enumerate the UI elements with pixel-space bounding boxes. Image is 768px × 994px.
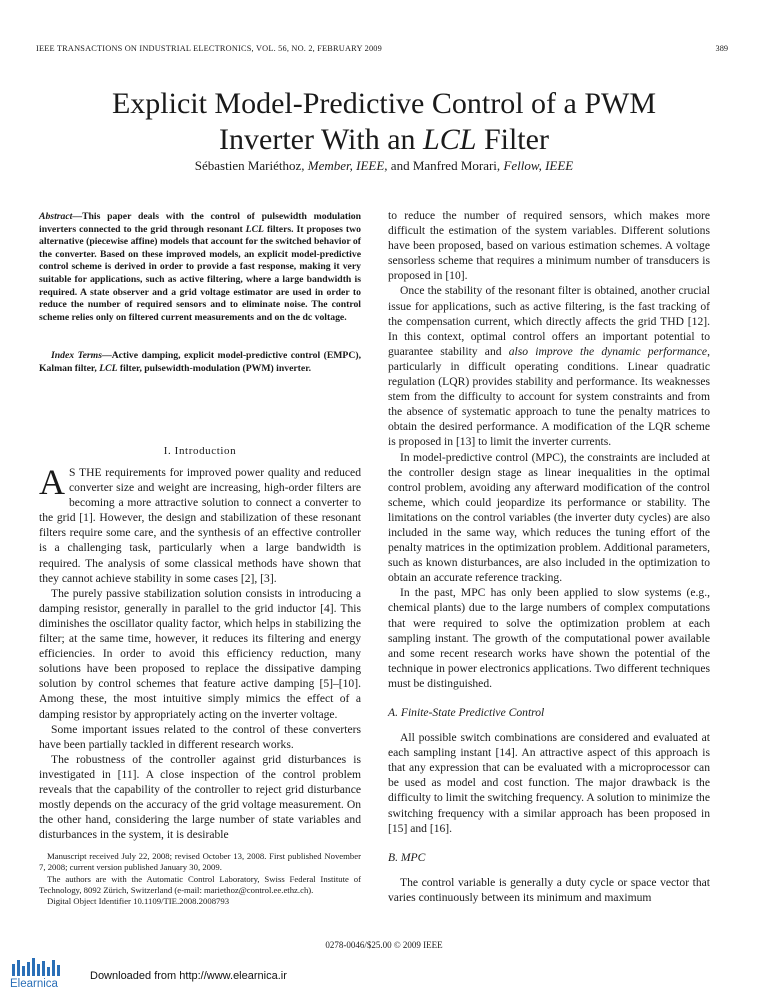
author-list: Sébastien Mariéthoz, Member, IEEE, and Manfred Morari, Fellow, IEEE: [194, 158, 574, 173]
subsection-heading-a: A. Finite-State Predictive Control: [388, 706, 545, 719]
right-column-body: [388, 208, 710, 905]
intro-paragraph-3: Some important issues related to the control of these converters have been partially tackled in different research works.: [39, 722, 361, 751]
intro-paragraph-4: The robustness of the controller against grid disturbances is investigated in [11]. A close inspection of the control problem reveals that the capability of the controller to reject grid disturbance mostly depends on the accuracy of the grid voltage measurement. On the other hand, considering the large number of state variables and disturbances in the system, it is desirable: [39, 752, 361, 842]
title-line-1: Explicit Model-Predictive Control of a PWM: [111, 87, 657, 120]
intro-paragraph-7: In model-predictive control (MPC), the constraints are included at the controller design stage as linear inequalities in the optimal control problem, avoiding any afterward modification of the control scheme, which could jeopardize its performance or stability. The limitations on the control variables (the inverter duty cycles) are also included in the same way, which reduces the tuning effort of the penalty matrices in the optimization problem. Additional parameters, such as known disturbances, are also included in the optimization to obtain an accurate reference tracking.: [388, 450, 710, 585]
left-column-body: [39, 462, 361, 842]
copyright-line: 0278-0046/$25.00 © 2009 IEEE: [325, 940, 443, 950]
intro-paragraph-1: A S THE requirements for improved power quality and reduced converter size and weight are increasing, high-order filters are becoming a more attractive solution to connect a converter to the grid [1]. However, the design and stabilization of these resonant filters require some care, and the synthesis of an effective controller is a challenging task, particularly when a large bandwidth is required. The analysis of some classical methods have shown that they cannot achieve stability in some cases [2], [3].: [39, 462, 361, 585]
footnote-affiliation: The authors are with the Automatic Control Laboratory, Swiss Federal Institute of Technology, 8092 Zürich, Switzerland (e-mail: mariethoz@control.ee.ethz.ch).: [39, 873, 361, 895]
download-link[interactable]: Downloaded from http://www.elearnica.ir: [90, 970, 287, 982]
paper-title: [40, 86, 728, 158]
elearnica-logo-text: Elearnica: [10, 978, 58, 990]
subsection-b-paragraph: The control variable is generally a duty cycle or space vector that varies continuously between its minimum and maximum: [388, 875, 710, 904]
abstract-label: Abstract: [39, 211, 73, 222]
journal-header: IEEE TRANSACTIONS ON INDUSTRIAL ELECTRONICS, VOL. 56, NO. 2, FEBRUARY 2009: [36, 44, 382, 53]
subsection-a-paragraph: All possible switch combinations are considered and evaluated at each sampling instant [14]. An attractive aspect of this approach is that any expression that can be evaluated with a microprocessor can be used as model and cost function. The major drawback is the difficulty to limit the switching frequency. A solution to minimize the switching frequency with a similar approach has been proposed in [15] and [16].: [388, 731, 711, 835]
intro-paragraph-6: Once the stability of the resonant filter is obtained, another crucial issue for applications, such as active filtering, is the fast tracking of the compensation current, which directly affects the grid THD [12]. In this context, optimal control offers an important potential to guarantee stability and also improve the dynamic performance, particularly in difficult operating conditions. Linear quadratic regulation (LQR) provides stability and performance. Its weaknesses stem from the difficulty to account for system constraints and from the absence of systematic approach to tune the penalty matrices to obtain the desired performance. A modification of the LQR scheme is proposed in [13] to limit the inverter currents.: [388, 284, 710, 449]
footnote-doi: Digital Object Identifier 10.1109/TIE.2008.2008793: [47, 896, 230, 907]
index-terms: Index Terms—Active damping, explicit model-predictive control (EMPC), Kalman filter, LCL filter, pulsewidth-modulation (PWM) inverter.: [39, 350, 361, 374]
title-line-2: Inverter With an LCL Filter: [219, 123, 549, 156]
subsection-heading-b: B. MPC: [388, 850, 426, 864]
intro-paragraph-8: In the past, MPC has only been applied to slow systems (e.g., chemical plants) due to the large numbers of complex computations that were required to solve the optimization problem at each sampling instant. The growth of the computational power available and some recent research works have shown the potential of the technique in power electronics applications. Two different techniques must be distinguished.: [388, 586, 710, 690]
page-number: 389: [715, 44, 728, 53]
footnotes: [39, 851, 361, 907]
footnote-manuscript: Manuscript received July 22, 2008; revised October 13, 2008. First published November 7, 2008; current version published January 30, 2009.: [39, 851, 361, 873]
index-terms-label: Index Terms: [51, 350, 102, 361]
drop-cap: A: [39, 462, 65, 502]
intro-paragraph-2: The purely passive stabilization solution consists in introducing a damping resistor, generally in parallel to the grid inductor [4]. This diminishes the oscillator quality factor, which helps in stabilizing the filter; at the same time, however, it reduces its filtering and energy efficiencies. In order to avoid this efficiency reduction, many solutions have been proposed to replace the dissipative damping solution by control schemes that feature active damping [5]–[10]. Among these, the most intuitive simply mimics the effect of a damping resistor by appropriately acting on the inverter voltage.: [39, 586, 361, 721]
abstract: Abstract—This paper deals with the control of pulsewidth modulation inverters connected to the grid through resonant LCL filters. It proposes two alternative (piecewise affine) models that account for the switched behavior of the converter. Based on these improved models, an explicit model-predictive control scheme is derived in order to provide a fast response, making it very suitable for applications, such as active filtering, where a large bandwidth is required. A state observer and a grid voltage estimator are used in order to reduce the number of required sensors and to eliminate noise. The control scheme relies only on filtered current measurements and on the dc voltage.: [39, 211, 361, 323]
section-heading-introduction: I. Introduction: [163, 445, 237, 457]
intro-paragraph-5: to reduce the number of required sensors, which makes more difficult the estimation of the system variables. Different solutions have been proposed, based on various estimation schemes. A voltage sensorless scheme that requires a minimum number of transducers is proposed in [10].: [388, 209, 710, 283]
